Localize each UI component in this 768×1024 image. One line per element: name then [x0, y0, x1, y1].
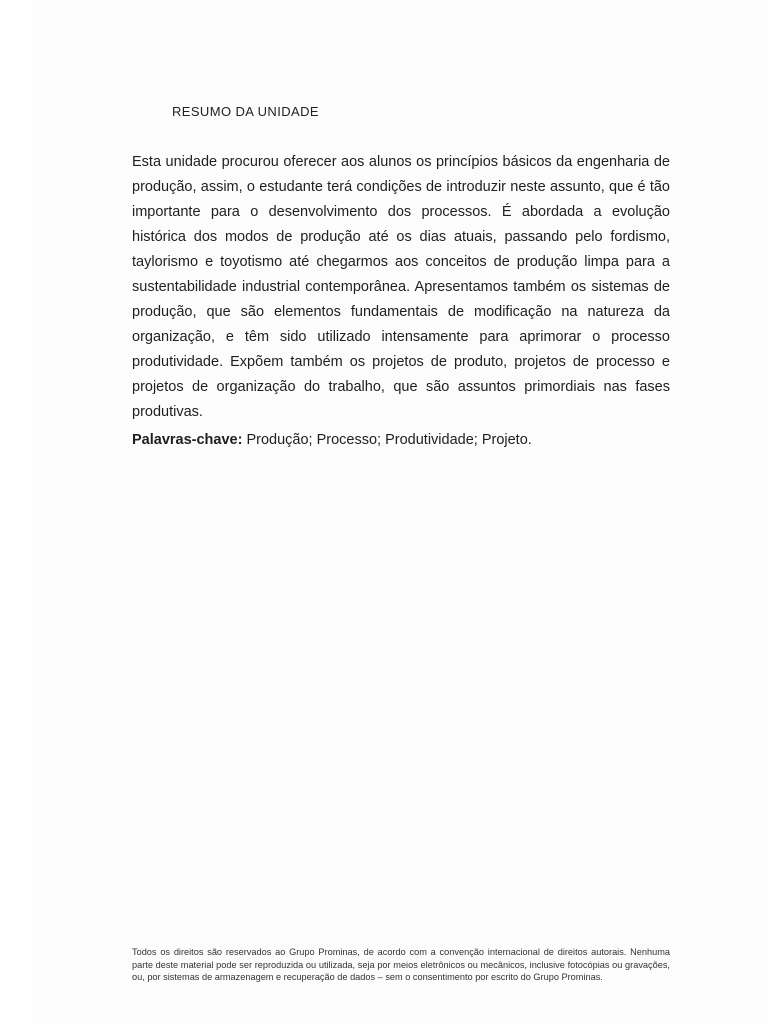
copyright-footer: Todos os direitos são reservados ao Grupo Prominas, de acordo com a convenção internacional de direitos autorais. Nenhuma parte deste material pode ser reproduzida ou utilizada, seja por meios eletrônicos ou mecânicos, inclusive fotocópias ou gravações, ou, por sistemas de armazenagem e recuperação de dados – sem o consentimento por escrito do Grupo Prominas. — [132, 947, 670, 982]
section-title: RESUMO DA UNIDADE — [172, 104, 319, 119]
keywords-text: Produção; Processo; Produtividade; Projeto. — [242, 432, 532, 448]
keywords-label: Palavras-chave: — [132, 432, 243, 448]
keywords-line — [132, 428, 670, 453]
abstract-paragraph: Esta unidade procurou oferecer aos alunos os princípios básicos da engenharia de produção, assim, o estudante terá condições de introduzir neste assunto, que é tão importante para o desenvolvimento dos processos. É abordada a evolução histórica dos modos de produção até os dias atuais, passando pelo fordismo, taylorismo e toyotismo até chegarmos aos conceitos de produção limpa para a sustentabilidade industrial contemporânea. Apresentamos também os sistemas de produção, que são elementos fundamentais de modificação na natureza da organização, e têm sido utilizado intensamente para aprimorar o processo produtividade. Expõem também os projetos de produto, projetos de processo e projetos de organização do trabalho, que são assuntos primordiais nas fases produtivas. — [132, 154, 670, 420]
